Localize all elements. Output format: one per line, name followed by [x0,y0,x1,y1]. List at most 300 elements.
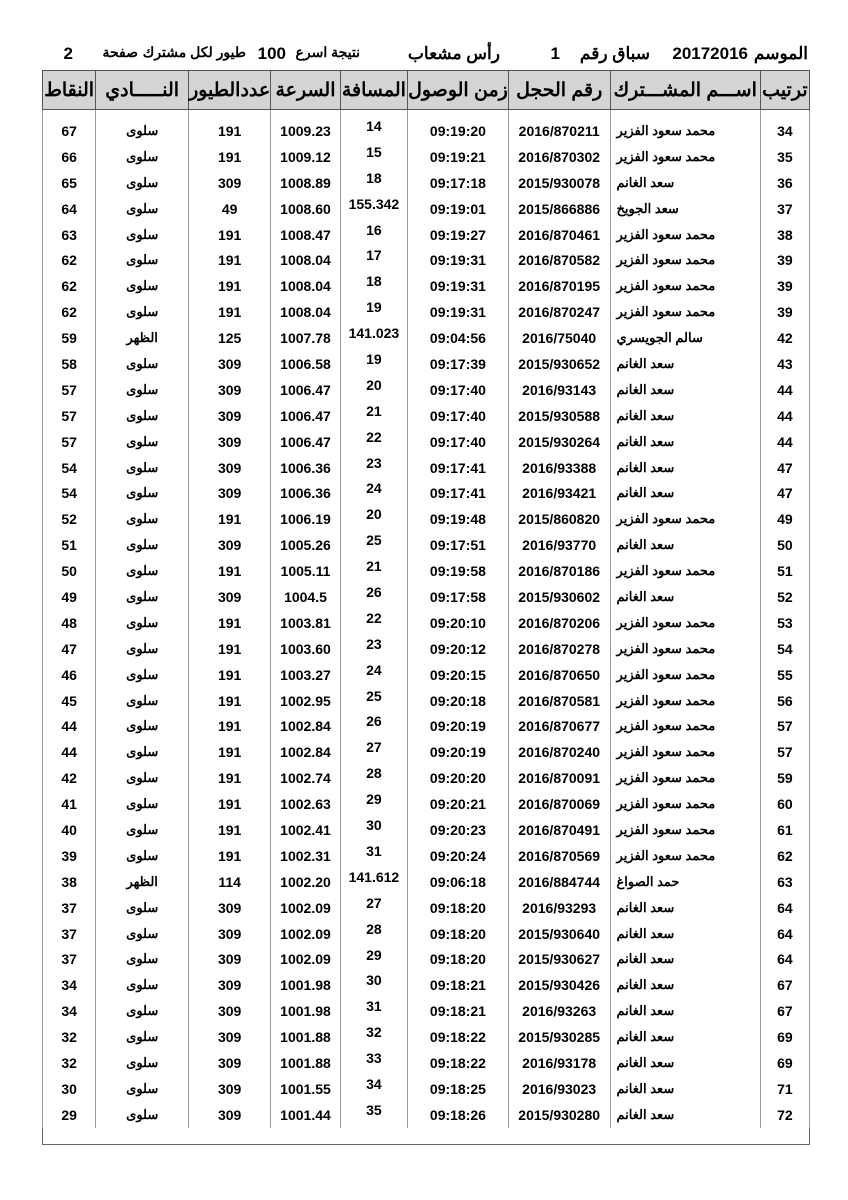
cell-ring: 2015/866886 [508,196,610,222]
table-row [43,765,810,791]
result-label: نتيجة اسرع [295,44,360,60]
cell-club: سلوى [96,273,189,299]
cell-time: 09:19:27 [408,222,509,248]
page-number: 2 [63,44,73,63]
cell-points: 64 [43,196,96,222]
table-row [43,299,810,325]
table-row [43,196,810,222]
cell-rank: 38 [760,222,809,248]
cell-name: محمد سعود الفزير [610,558,760,584]
cell-speed: 1002.20 [271,869,341,895]
cell-rank: 72 [760,1102,809,1128]
cell-rank: 39 [760,247,809,273]
table-row [43,170,810,196]
cell-birds: 309 [189,403,271,429]
cell-ring: 2015/930264 [508,429,610,455]
cell-time: 09:18:20 [408,947,509,973]
column-header-ring: رقم الحجل [508,71,610,110]
cell-speed: 1005.11 [271,558,341,584]
cell-time: 09:17:40 [408,377,509,403]
cell-dist: 155.342 [340,196,407,222]
table-row [43,455,810,481]
cell-speed: 1008.04 [271,299,341,325]
cell-dist: 17 [340,247,407,273]
cell-rank: 44 [760,403,809,429]
cell-points: 44 [43,713,96,739]
cell-dist: 24 [340,480,407,506]
cell-name: حمد الصواغ [610,869,760,895]
cell-rank: 64 [760,947,809,973]
cell-speed: 1006.47 [271,377,341,403]
cell-name: محمد سعود الفزير [610,144,760,170]
table-row [43,273,810,299]
cell-dist: 25 [340,688,407,714]
table-row [43,1024,810,1050]
cell-time: 09:18:25 [408,1076,509,1102]
cell-birds: 191 [189,739,271,765]
cell-name: سعد الغانم [610,1076,760,1102]
cell-club: سلوى [96,739,189,765]
cell-points: 54 [43,480,96,506]
cell-points: 66 [43,144,96,170]
table-row [43,480,810,506]
cell-ring: 2016/870186 [508,558,610,584]
cell-points: 30 [43,1076,96,1102]
cell-birds: 309 [189,532,271,558]
table-row [43,506,810,532]
cell-speed: 1002.31 [271,843,341,869]
cell-name: محمد سعود الفزير [610,636,760,662]
cell-time: 09:20:18 [408,688,509,714]
cell-birds: 191 [189,636,271,662]
cell-speed: 1006.47 [271,403,341,429]
cell-speed: 1008.89 [271,170,341,196]
cell-dist: 20 [340,506,407,532]
cell-dist: 141.023 [340,325,407,351]
cell-speed: 1009.12 [271,144,341,170]
cell-speed: 1009.23 [271,110,341,144]
cell-club: سلوى [96,480,189,506]
cell-name: سعد الغانم [610,998,760,1024]
cell-rank: 36 [760,170,809,196]
cell-speed: 1006.47 [271,429,341,455]
cell-dist: 23 [340,636,407,662]
cell-time: 09:18:20 [408,921,509,947]
cell-birds: 191 [189,144,271,170]
cell-points: 50 [43,558,96,584]
cell-dist: 16 [340,222,407,248]
cell-speed: 1008.04 [271,247,341,273]
table-header-row [43,71,810,110]
cell-dist: 22 [340,610,407,636]
cell-name: سعد الغانم [610,1102,760,1128]
cell-ring: 2016/93421 [508,480,610,506]
cell-time: 09:20:21 [408,791,509,817]
cell-birds: 191 [189,662,271,688]
birds-label: طيور لكل مشترك [142,44,246,60]
cell-speed: 1008.60 [271,196,341,222]
cell-ring: 2016/870491 [508,817,610,843]
results-table [42,70,810,1128]
cell-points: 42 [43,765,96,791]
cell-points: 67 [43,110,96,144]
cell-points: 62 [43,247,96,273]
cell-ring: 2016/870278 [508,636,610,662]
cell-club: سلوى [96,998,189,1024]
cell-name: سالم الجويسري [610,325,760,351]
cell-points: 45 [43,688,96,714]
page-label: صفحة [102,44,138,60]
column-header-time: زمن الوصول [408,71,509,110]
cell-birds: 309 [189,455,271,481]
cell-name: سعد الغانم [610,429,760,455]
cell-speed: 1001.55 [271,1076,341,1102]
cell-club: الظهر [96,325,189,351]
cell-time: 09:20:19 [408,713,509,739]
cell-rank: 69 [760,1050,809,1076]
cell-rank: 44 [760,429,809,455]
table-row [43,972,810,998]
cell-speed: 1001.98 [271,972,341,998]
cell-name: محمد سعود الفزير [610,110,760,144]
cell-time: 09:19:48 [408,506,509,532]
cell-ring: 2016/93293 [508,895,610,921]
cell-club: سلوى [96,558,189,584]
cell-rank: 56 [760,688,809,714]
cell-ring: 2016/93178 [508,1050,610,1076]
cell-speed: 1008.47 [271,222,341,248]
table-row [43,869,810,895]
cell-points: 48 [43,610,96,636]
cell-birds: 191 [189,817,271,843]
cell-ring: 2016/870582 [508,247,610,273]
cell-dist: 19 [340,351,407,377]
cell-ring: 2016/870091 [508,765,610,791]
cell-dist: 27 [340,895,407,921]
cell-time: 09:19:21 [408,144,509,170]
cell-points: 57 [43,403,96,429]
cell-rank: 47 [760,455,809,481]
cell-name: سعد الغانم [610,1024,760,1050]
cell-ring: 2015/930588 [508,403,610,429]
table-row [43,247,810,273]
cell-club: سلوى [96,610,189,636]
cell-rank: 51 [760,558,809,584]
cell-time: 09:18:20 [408,895,509,921]
table-row [43,688,810,714]
cell-club: سلوى [96,972,189,998]
cell-club: سلوى [96,1050,189,1076]
cell-birds: 114 [189,869,271,895]
cell-speed: 1006.36 [271,455,341,481]
cell-ring: 2015/930627 [508,947,610,973]
cell-ring: 2016/93143 [508,377,610,403]
column-header-birds: عددالطيور [189,71,271,110]
cell-time: 09:18:26 [408,1102,509,1128]
cell-ring: 2016/884744 [508,869,610,895]
cell-club: سلوى [96,506,189,532]
cell-club: سلوى [96,765,189,791]
cell-ring: 2015/930602 [508,584,610,610]
cell-name: سعد الغانم [610,351,760,377]
cell-time: 09:20:20 [408,765,509,791]
table-row [43,610,810,636]
cell-club: سلوى [96,455,189,481]
cell-time: 09:17:40 [408,429,509,455]
table-row [43,222,810,248]
column-header-rank: ترتيب [760,71,809,110]
cell-birds: 191 [189,299,271,325]
cell-points: 51 [43,532,96,558]
cell-dist: 29 [340,791,407,817]
cell-name: محمد سعود الفزير [610,662,760,688]
cell-club: سلوى [96,1102,189,1128]
cell-club: سلوى [96,170,189,196]
cell-time: 09:19:31 [408,299,509,325]
cell-ring: 2015/930078 [508,170,610,196]
cell-speed: 1006.36 [271,480,341,506]
cell-rank: 64 [760,895,809,921]
cell-club: سلوى [96,1024,189,1050]
table-row [43,998,810,1024]
cell-name: سعد الغانم [610,947,760,973]
cell-speed: 1001.44 [271,1102,341,1128]
cell-ring: 2016/870650 [508,662,610,688]
cell-ring: 2016/870211 [508,110,610,144]
cell-dist: 29 [340,947,407,973]
cell-name: سعد الغانم [610,170,760,196]
cell-points: 65 [43,170,96,196]
cell-speed: 1002.09 [271,947,341,973]
cell-birds: 309 [189,584,271,610]
cell-rank: 52 [760,584,809,610]
cell-dist: 21 [340,403,407,429]
cell-ring: 2015/860820 [508,506,610,532]
cell-ring: 2015/930640 [508,921,610,947]
table-row [43,636,810,662]
cell-birds: 309 [189,972,271,998]
cell-ring: 2016/870461 [508,222,610,248]
table-row [43,429,810,455]
table-row [43,895,810,921]
cell-dist: 18 [340,273,407,299]
cell-points: 62 [43,299,96,325]
cell-birds: 309 [189,1102,271,1128]
table-row [43,351,810,377]
cell-points: 37 [43,895,96,921]
cell-birds: 309 [189,170,271,196]
cell-points: 37 [43,921,96,947]
table-row [43,817,810,843]
cell-speed: 1001.88 [271,1024,341,1050]
cell-speed: 1001.98 [271,998,341,1024]
cell-rank: 67 [760,998,809,1024]
cell-club: سلوى [96,688,189,714]
cell-time: 09:17:41 [408,455,509,481]
table-row [43,144,810,170]
cell-points: 62 [43,273,96,299]
cell-club: سلوى [96,947,189,973]
cell-speed: 1001.88 [271,1050,341,1076]
cell-dist: 30 [340,817,407,843]
cell-name: محمد سعود الفزير [610,817,760,843]
cell-rank: 61 [760,817,809,843]
cell-dist: 21 [340,558,407,584]
table-row [43,377,810,403]
cell-name: محمد سعود الفزير [610,299,760,325]
cell-points: 58 [43,351,96,377]
cell-time: 09:19:31 [408,273,509,299]
cell-club: سلوى [96,817,189,843]
table-row [43,403,810,429]
cell-name: محمد سعود الفزير [610,222,760,248]
cell-club: سلوى [96,377,189,403]
cell-rank: 59 [760,765,809,791]
cell-birds: 191 [189,247,271,273]
cell-name: محمد سعود الفزير [610,739,760,765]
table-row [43,843,810,869]
cell-name: محمد سعود الفزير [610,506,760,532]
cell-dist: 32 [340,1024,407,1050]
cell-club: سلوى [96,299,189,325]
cell-birds: 49 [189,196,271,222]
cell-birds: 191 [189,765,271,791]
cell-rank: 71 [760,1076,809,1102]
cell-points: 63 [43,222,96,248]
cell-birds: 309 [189,429,271,455]
cell-birds: 191 [189,506,271,532]
cell-dist: 22 [340,429,407,455]
cell-birds: 191 [189,558,271,584]
column-header-speed: السرعة [271,71,341,110]
cell-birds: 191 [189,713,271,739]
cell-time: 09:20:19 [408,739,509,765]
cell-club: سلوى [96,403,189,429]
cell-dist: 15 [340,144,407,170]
cell-club: سلوى [96,791,189,817]
cell-dist: 33 [340,1050,407,1076]
report-header [48,40,808,66]
cell-rank: 43 [760,351,809,377]
cell-time: 09:17:40 [408,403,509,429]
cell-rank: 60 [760,791,809,817]
cell-ring: 2016/870195 [508,273,610,299]
cell-speed: 1007.78 [271,325,341,351]
cell-rank: 47 [760,480,809,506]
cell-points: 37 [43,947,96,973]
cell-name: سعد الغانم [610,1050,760,1076]
table-row [43,739,810,765]
cell-time: 09:17:18 [408,170,509,196]
cell-speed: 1003.81 [271,610,341,636]
cell-ring: 2016/93263 [508,998,610,1024]
cell-dist: 28 [340,765,407,791]
cell-dist: 31 [340,843,407,869]
cell-rank: 35 [760,144,809,170]
cell-club: سلوى [96,636,189,662]
cell-time: 09:20:12 [408,636,509,662]
cell-birds: 309 [189,480,271,506]
cell-dist: 34 [340,1076,407,1102]
cell-points: 46 [43,662,96,688]
cell-points: 34 [43,972,96,998]
table-row [43,1102,810,1128]
cell-birds: 191 [189,843,271,869]
cell-rank: 57 [760,713,809,739]
cell-dist: 31 [340,998,407,1024]
cell-dist: 26 [340,584,407,610]
cell-name: سعد الغانم [610,377,760,403]
cell-birds: 309 [189,377,271,403]
cell-club: سلوى [96,196,189,222]
birds-count: 100 [257,44,286,63]
cell-birds: 191 [189,791,271,817]
cell-club: سلوى [96,713,189,739]
race-label: سباق رقم [579,44,650,63]
cell-rank: 63 [760,869,809,895]
table-row [43,1076,810,1102]
cell-points: 32 [43,1050,96,1076]
cell-birds: 191 [189,610,271,636]
cell-points: 44 [43,739,96,765]
cell-ring: 2016/870581 [508,688,610,714]
cell-ring: 2016/870240 [508,739,610,765]
cell-name: سعد الغانم [610,895,760,921]
cell-name: سعد الغانم [610,455,760,481]
cell-speed: 1005.26 [271,532,341,558]
table-row [43,1050,810,1076]
cell-rank: 53 [760,610,809,636]
cell-name: محمد سعود الفزير [610,843,760,869]
cell-name: سعد الغانم [610,921,760,947]
cell-ring: 2016/93023 [508,1076,610,1102]
cell-time: 09:19:58 [408,558,509,584]
column-header-name: اســـم المشـــترك [610,71,760,110]
cell-rank: 44 [760,377,809,403]
cell-birds: 309 [189,895,271,921]
cell-rank: 50 [760,532,809,558]
cell-speed: 1002.63 [271,791,341,817]
cell-speed: 1003.27 [271,662,341,688]
cell-rank: 34 [760,110,809,144]
cell-ring: 2016/93388 [508,455,610,481]
cell-dist: 141.612 [340,869,407,895]
cell-club: سلوى [96,921,189,947]
cell-name: سعد الغانم [610,972,760,998]
cell-time: 09:19:01 [408,196,509,222]
cell-club: سلوى [96,843,189,869]
column-header-points: النقاط [43,71,96,110]
table-row [43,584,810,610]
cell-time: 09:18:22 [408,1024,509,1050]
cell-birds: 191 [189,273,271,299]
cell-speed: 1008.04 [271,273,341,299]
cell-club: سلوى [96,110,189,144]
cell-time: 09:19:20 [408,110,509,144]
cell-speed: 1002.74 [271,765,341,791]
cell-ring: 2016/870302 [508,144,610,170]
column-header-club: النـــــادي [96,71,189,110]
cell-points: 39 [43,843,96,869]
table-row [43,791,810,817]
table-row [43,947,810,973]
cell-club: الظهر [96,869,189,895]
cell-club: سلوى [96,584,189,610]
cell-ring: 2016/870247 [508,299,610,325]
cell-birds: 309 [189,1076,271,1102]
cell-speed: 1002.09 [271,921,341,947]
cell-time: 09:04:56 [408,325,509,351]
